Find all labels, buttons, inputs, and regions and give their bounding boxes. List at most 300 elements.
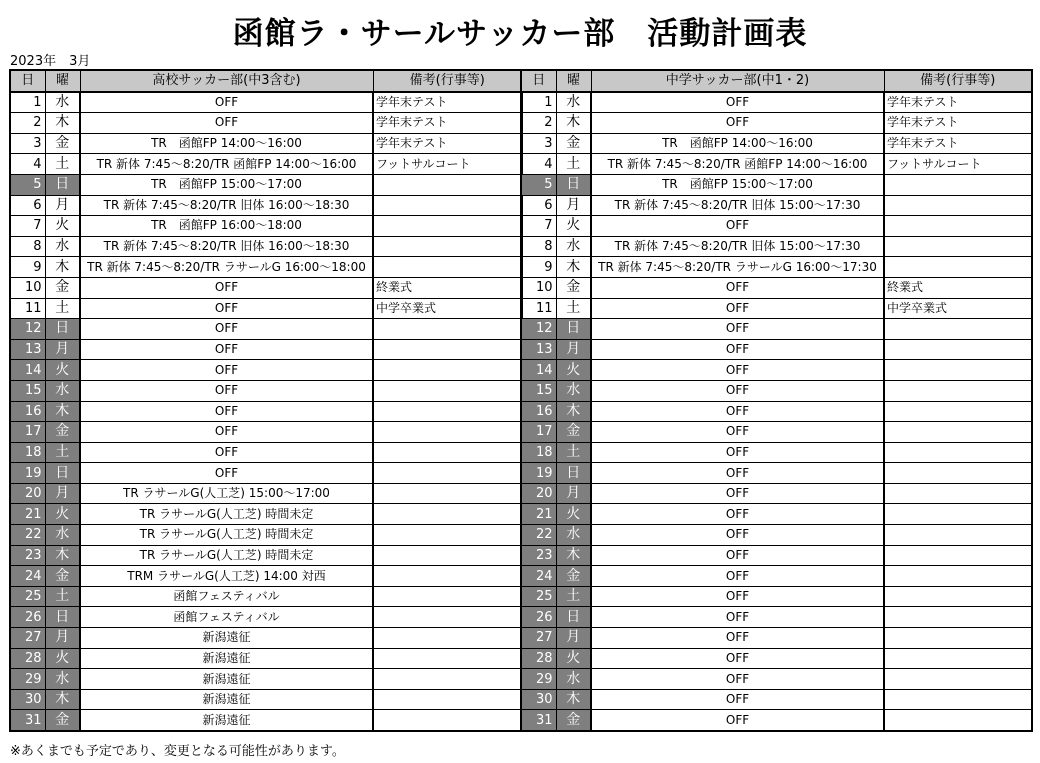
junior-high-activity-cell: OFF [591,422,884,443]
header-remarks: 備考(行事等) [373,70,522,92]
weekday-cell: 金 [45,422,80,443]
remarks-cell [884,442,1032,463]
remarks-cell [884,710,1032,731]
day-cell: 6 [521,195,556,216]
header-weekday: 曜 [556,70,591,92]
day-cell: 24 [10,566,45,587]
weekday-cell: 木 [45,113,80,134]
weekday-cell: 木 [556,401,591,422]
junior-high-schedule-table [520,69,1033,732]
weekday-cell: 木 [556,689,591,710]
day-cell: 13 [521,339,556,360]
day-cell: 11 [521,298,556,319]
remarks-cell [373,566,522,587]
remarks-cell [373,319,522,340]
weekday-cell: 木 [45,257,80,278]
day-cell: 19 [521,463,556,484]
weekday-cell: 土 [45,298,80,319]
day-cell: 12 [10,319,45,340]
table-row [10,236,522,257]
high-school-activity-cell: OFF [80,298,373,319]
weekday-cell: 金 [556,133,591,154]
disclaimer-note: ※あくまでも予定であり、変更となる可能性があります。 [10,744,345,759]
day-cell: 16 [521,401,556,422]
table-row [10,92,522,113]
junior-high-activity-cell: OFF [591,442,884,463]
table-row [521,113,1032,134]
table-row [521,504,1032,525]
high-school-activity-cell: OFF [80,360,373,381]
table-row [10,257,522,278]
table-row [10,174,522,195]
weekday-cell: 火 [556,216,591,237]
day-cell: 1 [10,92,45,113]
high-school-activity-cell: TR 新体 7:45～8:20/TR 旧体 16:00～18:30 [80,236,373,257]
table-row [10,298,522,319]
remarks-cell [373,525,522,546]
day-cell: 6 [10,195,45,216]
high-school-activity-cell: OFF [80,113,373,134]
weekday-cell: 土 [45,154,80,175]
high-school-activity-cell: 新潟遠征 [80,648,373,669]
table-row [10,133,522,154]
weekday-cell: 日 [556,174,591,195]
day-cell: 2 [521,113,556,134]
table-row [10,463,522,484]
remarks-cell [373,669,522,690]
remarks-cell [373,339,522,360]
junior-high-activity-cell: OFF [591,401,884,422]
junior-high-activity-cell: OFF [591,216,884,237]
remarks-cell [884,339,1032,360]
junior-high-activity-cell: OFF [591,504,884,525]
remarks-cell [373,545,522,566]
remarks-cell [884,257,1032,278]
remarks-cell: 中学卒業式 [373,298,522,319]
day-cell: 31 [521,710,556,731]
weekday-cell: 木 [45,545,80,566]
table-row [521,442,1032,463]
weekday-cell: 土 [45,442,80,463]
weekday-cell: 水 [45,92,80,113]
junior-high-activity-cell: TR 函館FP 14:00～16:00 [591,133,884,154]
remarks-cell [373,216,522,237]
junior-high-activity-cell: TR 新体 7:45～8:20/TR 旧体 15:00～17:30 [591,236,884,257]
table-row [10,216,522,237]
day-cell: 22 [10,525,45,546]
remarks-cell [884,319,1032,340]
weekday-cell: 木 [556,113,591,134]
remarks-cell [373,442,522,463]
weekday-cell: 土 [556,442,591,463]
header-day: 日 [10,70,45,92]
high-school-activity-cell: OFF [80,380,373,401]
weekday-cell: 金 [556,277,591,298]
junior-high-activity-cell: OFF [591,689,884,710]
remarks-cell: 学年末テスト [373,113,522,134]
day-cell: 7 [10,216,45,237]
day-cell: 26 [10,607,45,628]
day-cell: 7 [521,216,556,237]
weekday-cell: 土 [556,154,591,175]
junior-high-activity-cell: OFF [591,525,884,546]
table-row [521,586,1032,607]
header-weekday: 曜 [45,70,80,92]
weekday-cell: 火 [45,504,80,525]
weekday-cell: 金 [45,566,80,587]
header-day: 日 [521,70,556,92]
weekday-cell: 日 [556,319,591,340]
day-cell: 16 [10,401,45,422]
remarks-cell [373,607,522,628]
remarks-cell [884,689,1032,710]
table-row [10,669,522,690]
table-row [521,360,1032,381]
high-school-activity-cell: TR 新体 7:45～8:20/TR 旧体 16:00～18:30 [80,195,373,216]
table-row [521,483,1032,504]
table-row [521,319,1032,340]
remarks-cell [373,257,522,278]
weekday-cell: 土 [556,586,591,607]
day-cell: 27 [521,628,556,649]
remarks-cell [373,504,522,525]
day-cell: 15 [521,380,556,401]
high-school-activity-cell: 新潟遠征 [80,689,373,710]
day-cell: 10 [521,277,556,298]
day-cell: 5 [10,174,45,195]
weekday-cell: 月 [556,628,591,649]
day-cell: 22 [521,525,556,546]
day-cell: 19 [10,463,45,484]
weekday-cell: 金 [556,710,591,731]
junior-high-activity-cell: OFF [591,586,884,607]
weekday-cell: 水 [556,525,591,546]
table-row [521,216,1032,237]
day-cell: 10 [10,277,45,298]
remarks-cell [884,483,1032,504]
day-cell: 25 [521,586,556,607]
high-school-activity-cell: OFF [80,401,373,422]
day-cell: 28 [10,648,45,669]
weekday-cell: 月 [556,195,591,216]
day-cell: 8 [10,236,45,257]
remarks-cell [884,422,1032,443]
remarks-cell [884,236,1032,257]
remarks-cell: 学年末テスト [884,113,1032,134]
weekday-cell: 日 [556,607,591,628]
table-row [521,566,1032,587]
junior-high-activity-cell: TR 函館FP 15:00～17:00 [591,174,884,195]
table-row [10,628,522,649]
table-row [10,113,522,134]
table-row [10,648,522,669]
junior-high-activity-cell: OFF [591,648,884,669]
weekday-cell: 木 [556,257,591,278]
day-cell: 9 [10,257,45,278]
table-row [10,545,522,566]
day-cell: 31 [10,710,45,731]
weekday-cell: 月 [556,339,591,360]
weekday-cell: 火 [556,360,591,381]
table-row [10,710,522,731]
table-row [10,154,522,175]
high-school-activity-cell: 新潟遠征 [80,669,373,690]
weekday-cell: 火 [45,648,80,669]
remarks-cell [373,401,522,422]
table-row [521,525,1032,546]
day-cell: 30 [521,689,556,710]
table-row [521,195,1032,216]
page-title: 函館ラ・サールサッカー部 活動計画表 [232,16,808,52]
table-row [10,442,522,463]
weekday-cell: 月 [45,483,80,504]
table-row [10,360,522,381]
weekday-cell: 土 [556,298,591,319]
junior-high-activity-cell: OFF [591,92,884,113]
high-school-activity-cell: TR 函館FP 15:00～17:00 [80,174,373,195]
remarks-cell [884,669,1032,690]
weekday-cell: 水 [45,380,80,401]
junior-high-activity-cell: OFF [591,298,884,319]
weekday-cell: 水 [45,236,80,257]
high-school-schedule-table [9,69,523,732]
high-school-activity-cell: TR 新体 7:45～8:20/TR 函館FP 14:00～16:00 [80,154,373,175]
weekday-cell: 火 [556,504,591,525]
remarks-cell [373,648,522,669]
high-school-activity-cell: TR 函館FP 14:00～16:00 [80,133,373,154]
weekday-cell: 金 [45,710,80,731]
weekday-cell: 日 [45,174,80,195]
table-row [10,607,522,628]
junior-high-activity-cell: TR 新体 7:45～8:20/TR ラサールG 16:00～17:30 [591,257,884,278]
high-school-activity-cell: OFF [80,319,373,340]
high-school-activity-cell: 函館フェスティバル [80,586,373,607]
table-row [521,174,1032,195]
junior-high-activity-cell: OFF [591,710,884,731]
day-cell: 29 [10,669,45,690]
weekday-cell: 火 [556,648,591,669]
day-cell: 17 [521,422,556,443]
table-row [521,710,1032,731]
high-school-activity-cell: TRM ラサールG(人工芝) 14:00 対西 [80,566,373,587]
weekday-cell: 月 [45,628,80,649]
weekday-cell: 月 [556,483,591,504]
day-cell: 4 [10,154,45,175]
high-school-activity-cell: TR 新体 7:45～8:20/TR ラサールG 16:00～18:00 [80,257,373,278]
high-school-activity-cell: TR ラサールG(人工芝) 時間未定 [80,525,373,546]
high-school-activity-cell: TR ラサールG(人工芝) 15:00～17:00 [80,483,373,504]
header-remarks: 備考(行事等) [884,70,1032,92]
weekday-cell: 水 [45,525,80,546]
high-school-activity-cell: OFF [80,277,373,298]
remarks-cell [884,648,1032,669]
day-cell: 24 [521,566,556,587]
remarks-cell [373,360,522,381]
remarks-cell [884,607,1032,628]
junior-high-activity-cell: TR 新体 7:45～8:20/TR 旧体 15:00～17:30 [591,195,884,216]
high-school-activity-cell: OFF [80,422,373,443]
junior-high-activity-cell: OFF [591,380,884,401]
table-row [10,195,522,216]
remarks-cell [373,195,522,216]
table-row [521,689,1032,710]
high-school-activity-cell: 新潟遠征 [80,628,373,649]
table-row [10,422,522,443]
day-cell: 13 [10,339,45,360]
day-cell: 11 [10,298,45,319]
table-row [10,277,522,298]
remarks-cell [884,504,1032,525]
month-label: 2023年 3月 [10,54,91,69]
table-row [521,257,1032,278]
weekday-cell: 水 [556,236,591,257]
day-cell: 8 [521,236,556,257]
weekday-cell: 木 [556,545,591,566]
day-cell: 18 [521,442,556,463]
junior-high-activity-cell: OFF [591,113,884,134]
table-row [521,339,1032,360]
remarks-cell: 終業式 [884,277,1032,298]
header-junior-high: 中学サッカー部(中1・2) [591,70,884,92]
day-cell: 17 [10,422,45,443]
day-cell: 15 [10,380,45,401]
table-row [521,380,1032,401]
high-school-activity-cell: OFF [80,463,373,484]
table-row [521,463,1032,484]
remarks-cell [884,216,1032,237]
day-cell: 27 [10,628,45,649]
high-school-activity-cell: 函館フェスティバル [80,607,373,628]
remarks-cell [884,463,1032,484]
weekday-cell: 火 [45,360,80,381]
remarks-cell: 学年末テスト [884,92,1032,113]
table-row [521,628,1032,649]
weekday-cell: 金 [556,566,591,587]
table-row [10,319,522,340]
day-cell: 14 [521,360,556,381]
remarks-cell: フットサルコート [884,154,1032,175]
table-row [521,422,1032,443]
weekday-cell: 月 [45,195,80,216]
remarks-cell [884,195,1032,216]
table-row [521,154,1032,175]
remarks-cell [884,360,1032,381]
table-row [10,689,522,710]
table-row [10,586,522,607]
weekday-cell: 月 [45,339,80,360]
high-school-activity-cell: 新潟遠征 [80,710,373,731]
day-cell: 20 [521,483,556,504]
junior-high-activity-cell: OFF [591,339,884,360]
day-cell: 9 [521,257,556,278]
high-school-activity-cell: TR ラサールG(人工芝) 時間未定 [80,504,373,525]
weekday-cell: 日 [556,463,591,484]
table-row [521,648,1032,669]
remarks-cell [884,380,1032,401]
day-cell: 14 [10,360,45,381]
remarks-cell [373,586,522,607]
high-school-activity-cell: TR 函館FP 16:00～18:00 [80,216,373,237]
day-cell: 30 [10,689,45,710]
day-cell: 26 [521,607,556,628]
day-cell: 18 [10,442,45,463]
weekday-cell: 土 [45,586,80,607]
junior-high-activity-cell: OFF [591,669,884,690]
table-header-row [10,70,522,92]
day-cell: 3 [10,133,45,154]
table-row [521,133,1032,154]
remarks-cell [373,628,522,649]
day-cell: 21 [10,504,45,525]
remarks-cell: フットサルコート [373,154,522,175]
weekday-cell: 水 [556,380,591,401]
day-cell: 25 [10,586,45,607]
day-cell: 21 [521,504,556,525]
remarks-cell [884,545,1032,566]
junior-high-activity-cell: OFF [591,483,884,504]
high-school-activity-cell: TR ラサールG(人工芝) 時間未定 [80,545,373,566]
junior-high-activity-cell: OFF [591,628,884,649]
weekday-cell: 金 [556,422,591,443]
remarks-cell [884,401,1032,422]
day-cell: 2 [10,113,45,134]
table-row [521,401,1032,422]
junior-high-activity-cell: OFF [591,566,884,587]
remarks-cell [373,710,522,731]
weekday-cell: 木 [45,689,80,710]
remarks-cell: 学年末テスト [373,133,522,154]
remarks-cell [373,174,522,195]
weekday-cell: 木 [45,401,80,422]
remarks-cell [373,689,522,710]
day-cell: 12 [521,319,556,340]
high-school-activity-cell: OFF [80,92,373,113]
day-cell: 23 [10,545,45,566]
weekday-cell: 日 [45,607,80,628]
weekday-cell: 金 [45,133,80,154]
remarks-cell: 中学卒業式 [884,298,1032,319]
remarks-cell [884,174,1032,195]
high-school-activity-cell: OFF [80,442,373,463]
day-cell: 4 [521,154,556,175]
table-row [521,545,1032,566]
remarks-cell [373,483,522,504]
table-row [521,277,1032,298]
remarks-cell [373,380,522,401]
day-cell: 23 [521,545,556,566]
junior-high-activity-cell: OFF [591,319,884,340]
weekday-cell: 水 [45,669,80,690]
table-row [521,669,1032,690]
weekday-cell: 日 [45,319,80,340]
table-row [10,504,522,525]
remarks-cell: 学年末テスト [884,133,1032,154]
day-cell: 1 [521,92,556,113]
table-row [10,566,522,587]
junior-high-activity-cell: TR 新体 7:45～8:20/TR 函館FP 14:00～16:00 [591,154,884,175]
day-cell: 29 [521,669,556,690]
weekday-cell: 金 [45,277,80,298]
weekday-cell: 火 [45,216,80,237]
remarks-cell [373,236,522,257]
table-row [10,483,522,504]
weekday-cell: 水 [556,92,591,113]
day-cell: 5 [521,174,556,195]
day-cell: 3 [521,133,556,154]
remarks-cell: 終業式 [373,277,522,298]
header-high-school: 高校サッカー部(中3含む) [80,70,373,92]
table-row [10,401,522,422]
